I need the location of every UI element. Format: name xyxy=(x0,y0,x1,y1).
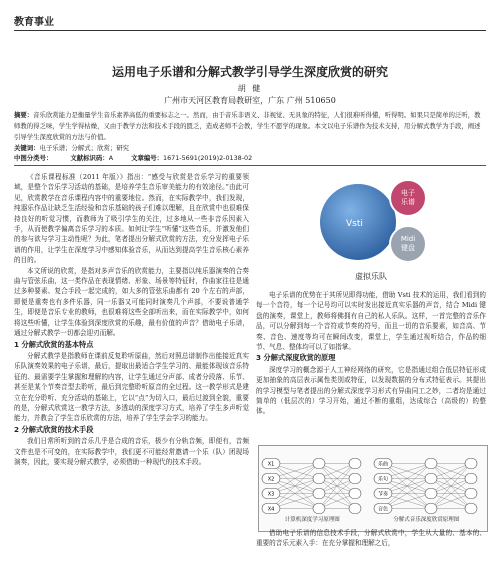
body-paragraph: 深度学习的概念源于人工神经网络的研究，它是指通过组合低层特征形成更加抽象的高层表示属性类别或特征，以发现数据的分布式特征表示。其提出的学习模型与笔者提出的分解式深度学习形式有异曲同工之妙，二者均是通过简单的（低层次的）学习开始，通过不断的重组，达成综合（高级的）的整体。 xyxy=(256,365,486,416)
figure-caption: 虚拟乐队 xyxy=(355,272,387,281)
section-heading: 2 分解式欣赏的技术手段 xyxy=(14,424,94,434)
music-node xyxy=(425,489,437,499)
section-heading: 3 分解式深度欣赏的原理 xyxy=(256,353,336,363)
abstract-text: 音乐欣赏能力是衡量学生音乐素养高低的重要标志之一。然而，由于音乐非语义、非视觉、无具象的特征，人们很难听得懂，听得明。如果只是简单的泛听，教师教的得乏味，学生学得枯燥，又由于教学方法和技术手段的匮乏，造成老师不会教，学生不愿学的现象。本文以电子乐谱作为技术支持，用分解式教学为手段，阐述引导学生深度欣赏的方法与价值。 xyxy=(14,111,481,141)
left-column xyxy=(14,172,249,467)
paper-author: 胡 健 xyxy=(237,84,263,93)
network-node xyxy=(349,504,361,514)
network-node xyxy=(313,474,325,484)
doc-code-field: 文献标识码：A xyxy=(70,154,114,162)
network-node-label: X4 xyxy=(267,506,275,513)
music-node xyxy=(425,459,437,469)
journal-section-header: 教育事业 xyxy=(14,17,54,28)
body-paragraph: 借助电子乐谱的信息技术手段，分解式欣赏中，学生从大量的、基本的、重要的音乐元素入手：在充分掌握和理解之后， xyxy=(256,529,486,548)
body-paragraph: 本文所说的欣赏，是指对多声音乐的欣赏能力，主要指以纯乐器演奏的合奏曲与管弦乐曲，这一类作品在表现情绪、形象、场景等特征时，作曲家往往是通过多种要素、复合手段一起完成的，如大多的管弦乐曲都有 20 个左右的声部，即便是重奏也有多件乐器，同一乐器又可能同时演奏几个声部，不要说普通学生，即便是音乐专业的教师，也很难将这些全部听出来，而在实际教学中，如何将这些听懂，让学生体验到深度欣赏的乐趣，最有价值的声音？借助电子乐谱，通过分解式教学一切都会迎刃而解。 xyxy=(14,266,249,338)
diagram-captions xyxy=(258,515,486,523)
music-node-label: 节奏 xyxy=(377,491,389,498)
music-node-label: 音色 xyxy=(377,506,389,513)
section-heading: 1 分解式欣赏的基本特点 xyxy=(14,339,94,349)
clc-field: 中图分类号： xyxy=(14,154,53,162)
network-node xyxy=(349,459,361,469)
body-paragraph: 分解式教学是指教师在课前反复聆听原曲，然后对照总谱制作出能接近真实乐队演奏效果的电子乐谱，最后，提取出最适合学生学习的、最能体现该音乐特征的、最需要学生掌握和理解的内容，让学生通过分声部、成者分段落、乐节、甚至是某个节奏音型去聆听，最后到完整聆听原音的全过程。这一教学形式是建立在充分聆听、充分活动的基础上，它以“点”为切入口，最后过渡到全貌，重要的是，分解式欣赏这一教学方法，多透动的深度学习方式，培养了学生多声听觉能力，并教会了学生音乐欣赏的方法，培养了学生学会学习的能力。 xyxy=(14,351,249,423)
paper-title: 运用电子乐谱和分解式教学引导学生深度欣赏的研究 xyxy=(111,65,388,79)
network-node xyxy=(313,504,325,514)
classification-line xyxy=(14,153,486,164)
network-node-label: X2 xyxy=(267,476,275,483)
body-paragraph: 我们日常所听到的音乐几乎是合成的音乐，极少有分轨音频，即便有，音频文件也是不可变的，在实际教学中，我们更不可能经常邀请一个乐（队）团现场演奏，因此，要实现分解式教学，必须借助一种现代的技术手段。 xyxy=(14,437,249,466)
midi-label: Midi 键盘 xyxy=(400,235,416,252)
metadata-rule xyxy=(14,165,486,166)
network-node-label: X1 xyxy=(267,461,275,468)
music-node xyxy=(465,489,477,499)
music-node xyxy=(465,459,477,469)
music-node-label: 乐曲 xyxy=(377,461,389,468)
virtual-band-figure xyxy=(296,170,446,282)
right-column-continued xyxy=(256,528,486,549)
network-node xyxy=(313,459,325,469)
body-paragraph: 电子乐谱的优势在于其所见即得功能，借助 Vsti 技术的运用，我们看到的每一个音符，每一个记号均可以实时发出接近真实乐器的声音，结合 Midi 键盘的演奏，课堂上，教师将佛拥有自己的私人乐队。这样，一首完整的音乐作品，可以分解到每一个音符或节奏的符号，而且一切的音乐要素，如音高、节奏、音色、速度等均可在瞬间改变，课堂上，学生通过视听结合，作品的细节、气息、整体均可以了如指掌。 xyxy=(256,291,486,352)
abstract xyxy=(14,110,486,143)
right-diagram-caption: 分解式音乐深度欣赏原理图 xyxy=(393,517,460,523)
left-diagram-caption: 计算机深度学习原理图 xyxy=(284,517,340,523)
keywords-label: 关键词： xyxy=(14,144,40,152)
music-node xyxy=(465,474,477,484)
network-node xyxy=(349,474,361,484)
music-node-label: 乐句 xyxy=(377,476,389,483)
music-node xyxy=(465,504,477,514)
score-label: 电子乐谱 xyxy=(401,189,415,206)
header-rule xyxy=(14,30,486,31)
network-node xyxy=(313,489,325,499)
network-node-label: X3 xyxy=(267,491,275,498)
music-node xyxy=(425,474,437,484)
article-number-field: 文章编号：1671-5691(2019)2-0138-02 xyxy=(131,154,253,162)
abstract-label: 摘要： xyxy=(14,111,34,119)
keywords-text: 电子乐谱；分解式；欣赏；研究 xyxy=(39,144,130,152)
body-paragraph: 《音乐课程标准（2011 年版）》指出：“感受与欣赏是音乐学习的重要领域，是整个音乐学习活动的基础，是培养学生音乐审美能力的有效途径。”由此可见，欣赏教学在音乐课程内容中的重要地位。然而，在实际教学中，我们发现，纯器乐作品让缺乏生活经验和音乐基础的孩子们难以理解，且在欣赏中也很难保持良好的听觉习惯，而教师为了吸引学生的关注，过多地从一些非音乐因素入手，从而使教学偏离音乐学习的本质。如何让学生“听懂”这些音乐，并激发他们的参与欲与学习主动性呢？为此，笔者提出分解式欣赏的方法，充分发挥电子乐谱的作用，让学生在深度学习中感知体验音乐，从而达到提高学生音乐核心素养的目的。 xyxy=(14,173,249,265)
paper-affiliation: 广州市天河区教育局教研室，广东 广州 510650 xyxy=(164,96,336,105)
right-column xyxy=(256,290,486,417)
vsti-label: Vsti xyxy=(346,219,363,229)
music-node xyxy=(425,504,437,514)
network-node xyxy=(349,489,361,499)
